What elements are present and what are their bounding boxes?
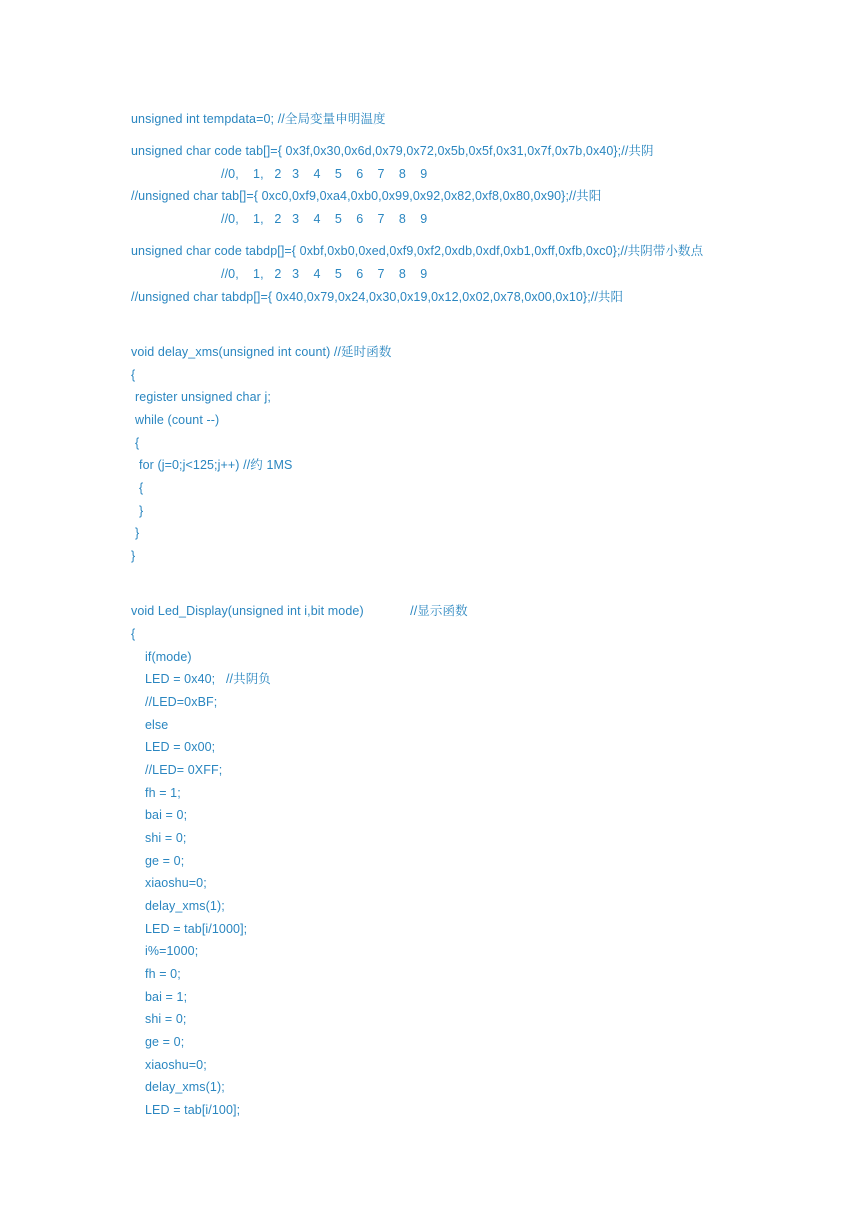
- code-line: }: [139, 504, 144, 518]
- code-line: while (count --): [135, 413, 220, 427]
- code-line: ge = 0;: [145, 854, 185, 868]
- code-line: {: [131, 627, 136, 641]
- code-line: LED = 0x00;: [145, 740, 216, 754]
- code-line: unsigned char code tabdp[]={ 0xbf,0xb0,0xed,0xf9,0xf2,0xdb,0xdf,0xb1,0xff,0xfb,0xc0};//共阴带小数点: [131, 244, 704, 258]
- code-line: {: [131, 368, 136, 382]
- code-line: shi = 0;: [145, 831, 187, 845]
- code-line: //unsigned char tab[]={ 0xc0,0xf9,0xa4,0xb0,0x99,0x92,0x82,0xf8,0x80,0x90};//共阳: [131, 189, 602, 203]
- code-line: shi = 0;: [145, 1012, 187, 1026]
- code-line: unsigned int tempdata=0; //全局变量申明温度: [131, 112, 386, 126]
- code-comment-line: //0, 1, 2 3 4 5 6 7 8 9: [221, 267, 428, 281]
- code-line: if(mode): [145, 650, 192, 664]
- code-line: delay_xms(1);: [145, 899, 225, 913]
- code-line: fh = 0;: [145, 967, 181, 981]
- code-line: register unsigned char j;: [135, 390, 271, 404]
- code-line: for (j=0;j<125;j++) //约 1MS: [139, 458, 293, 472]
- code-line: LED = 0x40; //共阴负: [145, 672, 271, 686]
- code-line: void delay_xms(unsigned int count) //延时函数: [131, 345, 392, 359]
- code-line: delay_xms(1);: [145, 1080, 225, 1094]
- code-line: xiaoshu=0;: [145, 1058, 207, 1072]
- code-line: LED = tab[i/1000];: [145, 922, 248, 936]
- code-line: //LED= 0XFF;: [145, 763, 223, 777]
- code-line: bai = 1;: [145, 990, 188, 1004]
- code-line: {: [135, 436, 140, 450]
- code-line: xiaoshu=0;: [145, 876, 207, 890]
- code-line: void Led_Display(unsigned int i,bit mode) //显示函数: [131, 604, 468, 618]
- code-line: }: [135, 526, 140, 540]
- code-comment-line: //0, 1, 2 3 4 5 6 7 8 9: [221, 167, 428, 181]
- code-line: //LED=0xBF;: [145, 695, 218, 709]
- code-line: {: [139, 481, 144, 495]
- code-comment-line: //0, 1, 2 3 4 5 6 7 8 9: [221, 212, 428, 226]
- code-line: else: [145, 718, 169, 732]
- code-line: unsigned char code tab[]={ 0x3f,0x30,0x6d,0x79,0x72,0x5b,0x5f,0x31,0x7f,0x7b,0x40};//共阴: [131, 144, 654, 158]
- code-line: }: [131, 549, 136, 563]
- code-line: //unsigned char tabdp[]={ 0x40,0x79,0x24,0x30,0x19,0x12,0x02,0x78,0x00,0x10};//共阳: [131, 290, 624, 304]
- code-line: fh = 1;: [145, 786, 181, 800]
- code-line: bai = 0;: [145, 808, 188, 822]
- code-line: LED = tab[i/100];: [145, 1103, 241, 1117]
- code-line: i%=1000;: [145, 944, 199, 958]
- code-line: ge = 0;: [145, 1035, 185, 1049]
